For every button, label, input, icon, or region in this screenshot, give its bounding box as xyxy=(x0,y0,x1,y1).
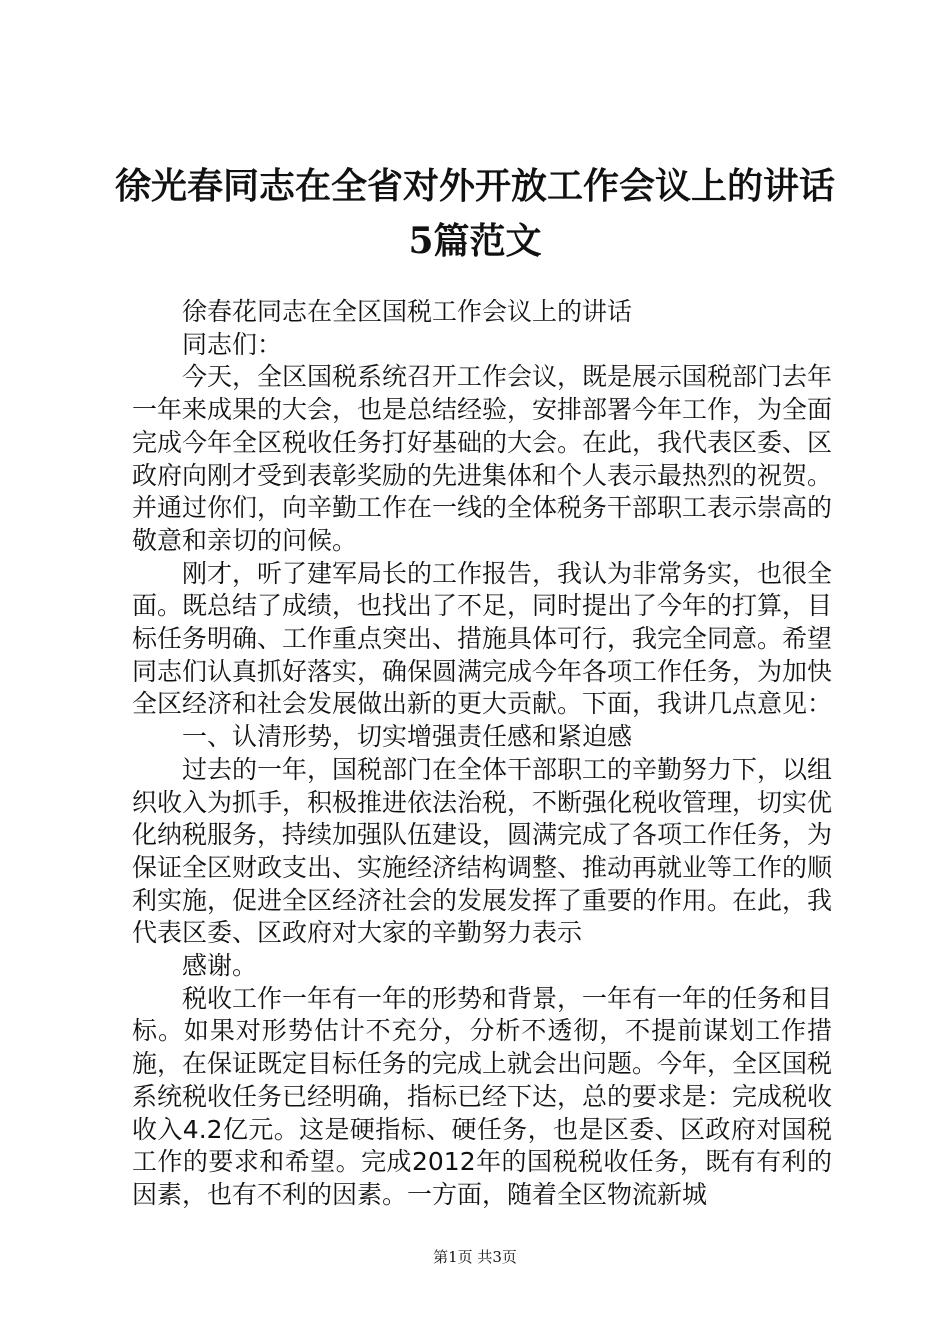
document-title: 徐光春同志在全省对外开放工作会议上的讲话 xyxy=(114,165,835,207)
paragraph: 税收工作一年有一年的形势和背景，一年有一年的任务和目标。如果对形势估计不充分，分析不透彻，不提前谋划工作措施，在保证既定目标任务的完成上就会出问题。今年，全区国税系统税收任务已经明确，指标已经下达，总的要求是：完成税收收入4.2亿元。这是硬指标、硬任务，也是区委、区政府对国税工作的要求和希望。完成2012年的国税税收任务，既有有利的因素，也有不利的因素。一方面，随着全区物流新城 xyxy=(132,983,833,1209)
section-heading: 一、认清形势，切实增强责任感和紧迫感 xyxy=(182,722,633,752)
salutation: 同志们： xyxy=(182,329,283,359)
page-number: 第1页 共3页 xyxy=(433,1248,517,1266)
paragraph: 刚才，听了建军局长的工作报告，我认为非常务实，也很全面。既总结了成绩，也找出了不足，同时提出了今年的打算，目标任务明确、工作重点突出、措施具体可行，我完全同意。希望同志们认真抓好落实，确保圆满完成今年各项工作任务，为加快全区经济和社会发展做出新的更大贡献。下面，我讲几点意见： xyxy=(132,558,833,719)
paragraph: 过去的一年，国税部门在全体干部职工的辛勤努力下，以组织收入为抓手，积极推进依法治税，不断强化税收管理，切实优化纳税服务，持续加强队伍建设，圆满完成了各项工作任务，为保证全区财政支出、实施经济结构调整、推动再就业等工作的顺利实施，促进全区经济社会的发展发挥了重要的作用。在此，我代表区委、区政府对大家的辛勤努力表示 xyxy=(132,754,833,948)
paragraph: 感谢。 xyxy=(182,951,258,981)
paragraph: 今天，全区国税系统召开工作会议，既是展示国税部门去年一年来成果的大会，也是总结经验，安排部署今年工作，为全面完成今年全区税收任务打好基础的大会。在此，我代表区委、区政府向刚才受到表彰奖励的先进集体和个人表示最热烈的祝贺。并通过你们，向辛勤工作在一线的全体税务干部职工表示崇高的敬意和亲切的问候。 xyxy=(132,362,833,555)
document-title-line2: 5篇范文 xyxy=(408,220,542,262)
document-body xyxy=(132,296,832,1212)
speech-heading: 徐春花同志在全区国税工作会议上的讲话 xyxy=(182,297,633,326)
